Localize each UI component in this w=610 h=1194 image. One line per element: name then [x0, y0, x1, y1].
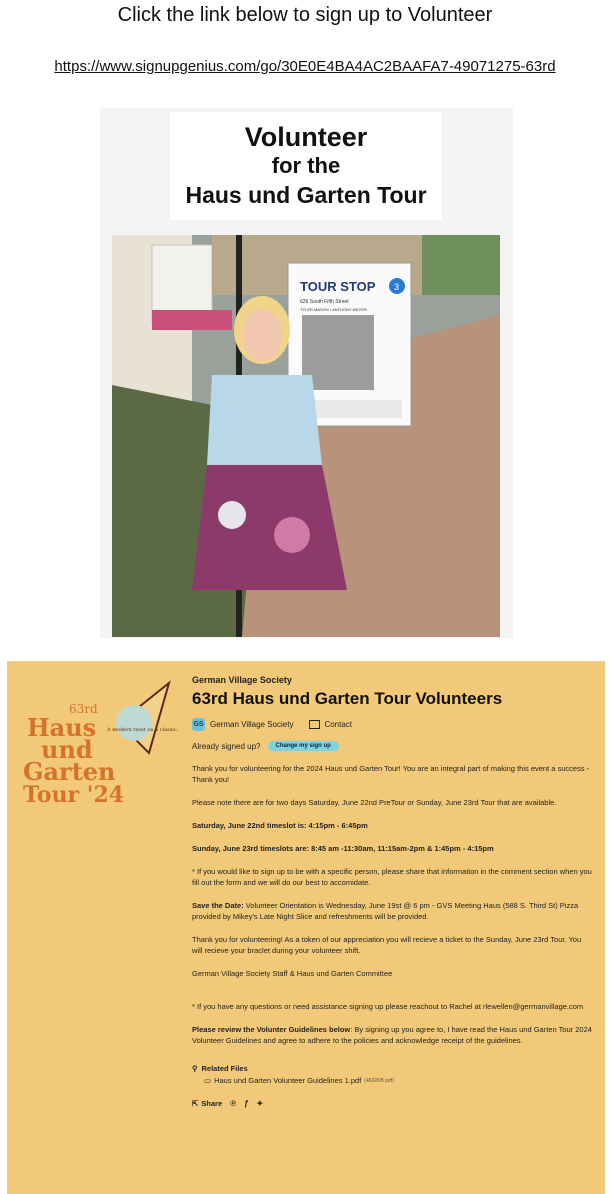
days-paragraph: Please note there are for two days Saturday, June 22nd PreTour or Sunday, June 23rd Tour that are available.	[192, 798, 557, 807]
logo-line-3: und	[41, 735, 93, 764]
organizer-name: German Village Society	[192, 675, 292, 685]
share-label[interactable]: Share	[201, 1099, 223, 1108]
sign-title: TOUR STOP	[300, 279, 376, 294]
organizer-link[interactable]: German Village Society	[210, 720, 294, 729]
sign-names: TYLER MASON • ANTHONY MEYER	[300, 307, 367, 312]
sign-number: 3	[394, 282, 400, 292]
already-signed-up	[192, 741, 592, 751]
signature: German Village Society Staff & Haus und Garten Committee	[192, 969, 393, 978]
sign-address: 626 South Fifth Street	[300, 299, 349, 305]
file-size: (4632KB pdf)	[364, 1077, 394, 1084]
headline: Click the link below to sign up to Volunteer	[117, 4, 493, 26]
guidelines-label: Please review the Volunter Guidelines below	[192, 1025, 351, 1034]
logo-line-1: 63rd	[69, 702, 98, 716]
file-name: Haus und Garten Volunteer Guidelines 1.pdf	[214, 1076, 362, 1085]
haus-und-garten-logo	[19, 683, 179, 813]
logo-tagline: A modern twist on a classic.	[107, 727, 179, 733]
sunday-timeslots: Sunday, June 23rd timeslots are: 8:45 am -11:30am, 11:15am-2pm & 1:45pm - 4:15pm	[192, 844, 494, 853]
volunteer-flyer	[100, 108, 513, 638]
contact-label: Contact	[324, 720, 353, 729]
logo-line-2: Haus	[27, 713, 97, 742]
related-files-heading	[192, 1064, 592, 1073]
thank-you-paragraph: Thank you for volunteering! As a token of our appreciation you will recieve a ticket to the Sunday, June 23rd Tour. You will recieve your braclet during your volunteer shift.	[192, 935, 582, 955]
save-the-date	[192, 900, 592, 922]
intro-paragraph: Thank you for volunteering for the 2024 Haus und Garten Tour! You are an integral part of making this event a success - Thank you!	[192, 764, 590, 784]
flyer-title	[170, 112, 442, 220]
paperclip-icon: ⚲	[192, 1064, 198, 1073]
signup-panel	[7, 661, 605, 1194]
flyer-line-1: Volunteer	[244, 122, 368, 152]
signup-content	[192, 675, 592, 1108]
specific-person-note: * If you would like to sign up to be with a specific person, please share that information in the comment section when you fill out the form and we will do our best to accomidate.	[192, 867, 592, 887]
share-icon: ⇱	[192, 1099, 199, 1108]
logo-line-4: Garten	[23, 757, 116, 786]
signup-title: 63rd Haus und Garten Tour Volunteers	[192, 689, 503, 708]
twitter-icon[interactable]: ✦	[256, 1099, 264, 1108]
flyer-line-3: Haus und Garten Tour	[185, 182, 427, 208]
signup-link[interactable]: https://www.signupgenius.com/go/30E0E4BA4AC2BAAFA7-49071275-63rd	[54, 58, 556, 75]
change-signup-button[interactable]: Change my sign up	[268, 741, 339, 751]
guidelines-text: : By signing up you agree to, I have read the Haus und Garten Tour 2024 Volunteer Guidelines and agree to adhere to the policies and acknowledge receipt of the guidelines.	[192, 1025, 592, 1045]
save-the-date-label: Save the Date:	[192, 901, 244, 910]
volunteer-photo	[112, 235, 500, 637]
facebook-icon[interactable]: ƒ	[244, 1099, 249, 1108]
file-icon: ▭	[204, 1076, 212, 1085]
flyer-line-2: for the	[271, 153, 341, 178]
guidelines-note	[192, 1024, 592, 1046]
questions-note: * If you have any questions or need assistance signing up please reachout to Rachel at rlewellen@germanvillage.com	[192, 1002, 584, 1011]
pinterest-icon[interactable]: ℗	[230, 1099, 237, 1108]
logo-line-5: Tour '24	[23, 782, 125, 808]
share-row	[192, 1099, 592, 1108]
file-link[interactable]	[204, 1076, 592, 1085]
contact-button[interactable]	[309, 720, 352, 729]
organizer-avatar: GS	[192, 718, 205, 731]
mail-icon	[309, 720, 320, 729]
organizer-meta	[192, 718, 592, 731]
related-files-label: Related Files	[201, 1064, 248, 1073]
already-signed-up-label: Already signed up?	[192, 741, 261, 751]
saturday-timeslot: Saturday, June 22nd timeslot is: 4:15pm - 6:45pm	[192, 821, 368, 830]
save-the-date-text: Volunteer Orientation is Wednesday, June 19st @ 6 pm - GVS Meeting Haus (588 S. Third St) Pizza provided by Mikey's Late Night Slice and refreshments will be provided.	[192, 901, 579, 921]
